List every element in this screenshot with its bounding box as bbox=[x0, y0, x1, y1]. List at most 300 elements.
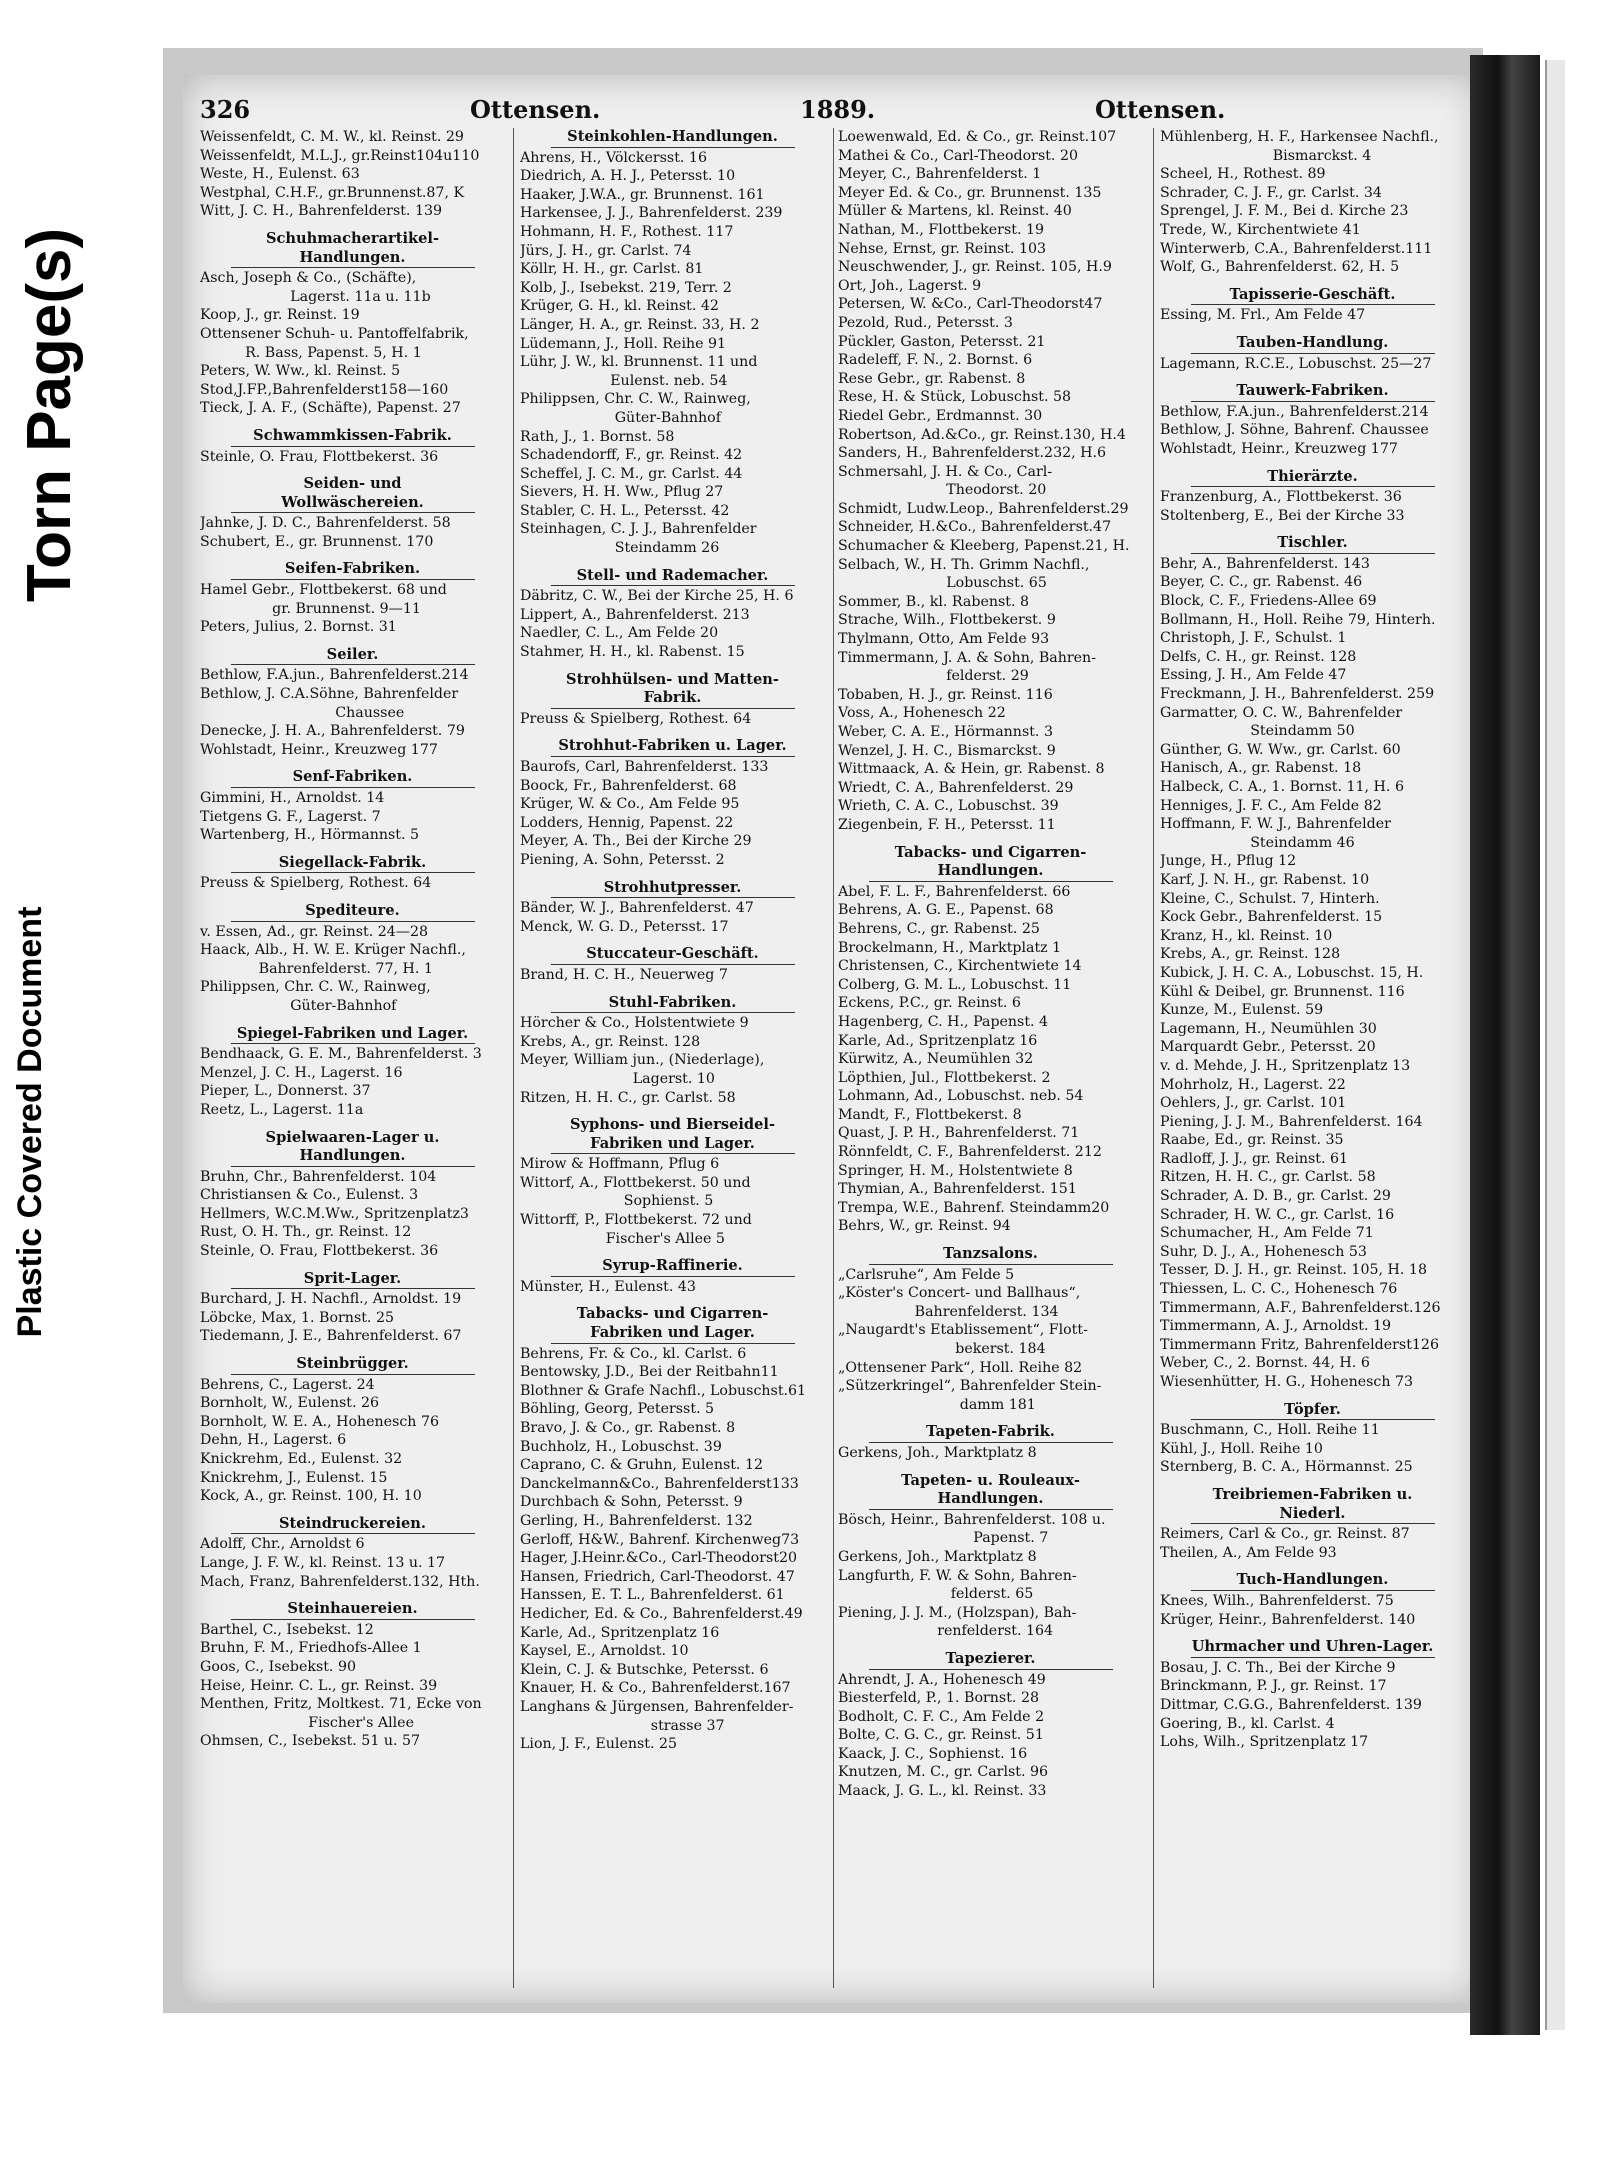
section-heading: Tauwerk-Fabriken. bbox=[1191, 382, 1435, 402]
directory-entry: Buschmann, C., Holl. Reihe 11 bbox=[1160, 1422, 1380, 1439]
directory-entry: Knauer, H. & Co., Bahrenfelderst.167 bbox=[520, 1680, 791, 1697]
directory-entry: Weissenfeldt, M.L.J., gr.Reinst104u110 bbox=[200, 147, 480, 164]
directory-entry: Ritzen, H. H. C., gr. Carlst. 58 bbox=[1160, 1169, 1376, 1186]
directory-entry: Däbritz, C. W., Bei der Kirche 25, H. 6 bbox=[520, 588, 794, 605]
directory-entry: Baurofs, Carl, Bahrenfelderst. 133 bbox=[520, 759, 769, 775]
directory-entry: Naedler, C. L., Am Felde 20 bbox=[520, 625, 719, 642]
directory-entry: Timmermann, J. A. & Sohn, Bahren- felderst. 29 bbox=[838, 649, 1096, 685]
directory-entry: Christensen, C., Kirchentwiete 14 bbox=[838, 958, 1082, 975]
directory-entry: Steinle, O. Frau, Flottbekerst. 36 bbox=[200, 1243, 439, 1260]
directory-entry: Schmersahl, J. H. & Co., Carl- Theodorst. 20 bbox=[838, 463, 1053, 499]
directory-entry: Hansen, Friedrich, Carl-Theodorst. 47 bbox=[520, 1568, 795, 1585]
directory-entry: Meyer, William jun., (Niederlage), Lagerst. 10 bbox=[520, 1052, 765, 1087]
section-heading: Seifen-Fabriken. bbox=[231, 560, 475, 580]
directory-entry: Radloff, J. J., gr. Reinst. 61 bbox=[1160, 1150, 1349, 1167]
directory-entry: Block, C. F., Friedens-Allee 69 bbox=[1160, 593, 1377, 610]
directory-entry: Essing, J. H., Am Felde 47 bbox=[1160, 667, 1347, 684]
directory-entry: Philippsen, Chr. C. W., Rainweg, Güter-Bahnhof bbox=[520, 391, 751, 426]
next-page-edge bbox=[1545, 60, 1565, 2030]
section-heading: Steinkohlen-Handlungen. bbox=[551, 128, 795, 148]
directory-entry: Stod,J.FP.,Bahrenfelderst158—160 bbox=[200, 381, 449, 398]
section-heading: Stell- und Rademacher. bbox=[551, 567, 795, 587]
directory-entry: Wittorf, A., Flottbekerst. 50 und Sophienst. 5 bbox=[520, 1174, 751, 1210]
directory-entry: Bentowsky, J.D., Bei der Reitbahn11 bbox=[520, 1364, 779, 1381]
directory-entry: Piening, J. J. M., Bahrenfelderst. 164 bbox=[1160, 1113, 1423, 1130]
directory-entry: Lippert, A., Bahrenfelderst. 213 bbox=[520, 606, 750, 623]
directory-entry: Eckens, P.C., gr. Reinst. 6 bbox=[838, 995, 1021, 1012]
directory-entry: Selbach, W., H. Th. Grimm Nachfl., Lobuschst. 65 bbox=[838, 556, 1090, 592]
directory-entry: Neuschwender, J., gr. Reinst. 105, H.9 bbox=[838, 259, 1112, 276]
directory-entry: Menzel, J. C. H., Lagerst. 16 bbox=[200, 1064, 403, 1081]
directory-entry: Ottensener Schuh- u. Pantoffelfabrik, R. Bass, Papenst. 5, H. 1 bbox=[200, 325, 469, 361]
directory-entry: Timmermann, A.F., Bahrenfelderst.126 bbox=[1160, 1299, 1441, 1316]
directory-entry: Denecke, J. H. A., Bahrenfelderst. 79 bbox=[200, 723, 465, 740]
directory-entry: Harkensee, J. J., Bahrenfelderst. 239 bbox=[520, 205, 783, 222]
directory-entry: Wartenberg, H., Hörmannst. 5 bbox=[200, 827, 419, 844]
directory-entry: Goos, C., Isebekst. 90 bbox=[200, 1658, 357, 1675]
directory-entry: Krebs, A., gr. Reinst. 128 bbox=[1160, 946, 1341, 963]
directory-entry: Nathan, M., Flottbekerst. 19 bbox=[838, 221, 1045, 238]
directory-entry: Wohlstadt, Heinr., Kreuzweg 177 bbox=[200, 741, 438, 758]
directory-entry: Dittmar, C.G.G., Bahrenfelderst. 139 bbox=[1160, 1696, 1422, 1713]
section-heading: Strohhutpresser. bbox=[551, 879, 795, 899]
directory-entry: Strache, Wilh., Flottbekerst. 9 bbox=[838, 612, 1056, 629]
directory-entry: Knickrehm, J., Eulenst. 15 bbox=[200, 1469, 388, 1486]
section-heading: Syphons- und Bierseidel-Fabriken und Lager. bbox=[551, 1116, 795, 1154]
directory-entry: Adolff, Chr., Arnoldst 6 bbox=[200, 1536, 365, 1553]
directory-entry: Krebs, A., gr. Reinst. 128 bbox=[520, 1033, 701, 1050]
page-number: 326 bbox=[200, 95, 251, 124]
directory-entry: Steinhagen, C. J. J., Bahrenfelder Steindamm 26 bbox=[520, 521, 757, 557]
section-heading: Tuch-Handlungen. bbox=[1191, 1571, 1435, 1591]
directory-entry: Loewenwald, Ed. & Co., gr. Reinst.107 bbox=[838, 129, 1117, 145]
directory-entry: Rese Gebr., gr. Rabenst. 8 bbox=[838, 370, 1026, 387]
directory-entry: Kock Gebr., Bahrenfelderst. 15 bbox=[1160, 909, 1383, 926]
directory-entry: Mirow & Hoffmann, Pflug 6 bbox=[520, 1156, 720, 1173]
directory-entry: Gerkens, Joh., Marktplatz 8 bbox=[838, 1548, 1037, 1565]
directory-entry: Wittorff, P., Flottbekerst. 72 und Fischer's Allee 5 bbox=[520, 1212, 752, 1247]
directory-entry: Witt, J. C. H., Bahrenfelderst. 139 bbox=[200, 203, 443, 220]
directory-entry: Münster, H., Eulenst. 43 bbox=[520, 1278, 696, 1295]
directory-entry: Theilen, A., Am Felde 93 bbox=[1160, 1544, 1337, 1561]
directory-entry: Bänder, W. J., Bahrenfelderst. 47 bbox=[520, 900, 754, 917]
section-heading: Treibriemen-Fabriken u. Niederl. bbox=[1191, 1486, 1435, 1524]
directory-entry: Hagenberg, C. H., Papenst. 4 bbox=[838, 1013, 1049, 1030]
directory-entry: Rönnfeldt, C. F., Bahrenfelderst. 212 bbox=[838, 1144, 1102, 1161]
directory-entry: Sprengel, J. F. M., Bei d. Kirche 23 bbox=[1160, 203, 1409, 220]
directory-entry: Pieper, L., Donnerst. 37 bbox=[200, 1083, 371, 1100]
directory-entry: Christiansen & Co., Eulenst. 3 bbox=[200, 1187, 419, 1204]
directory-entry: Behrs, W., gr. Reinst. 94 bbox=[838, 1218, 1011, 1235]
directory-entry: Meyer Ed. & Co., gr. Brunnenst. 135 bbox=[838, 184, 1102, 201]
directory-entry: Wohlstadt, Heinr., Kreuzweg 177 bbox=[1160, 440, 1398, 457]
directory-entry: Gerloff, H&W., Bahrenf. Kirchenweg73 bbox=[520, 1531, 800, 1548]
directory-entry: Bethlow, J. C.A.Söhne, Bahrenfelder Chaussee bbox=[200, 686, 459, 721]
directory-entry: Springer, H. M., Holstentwiete 8 bbox=[838, 1162, 1073, 1179]
directory-entry: Colberg, G. M. L., Lobuschst. 11 bbox=[838, 976, 1072, 993]
directory-entry: Sommer, B., kl. Rabenst. 8 bbox=[838, 593, 1030, 610]
directory-entry: Lohmann, Ad., Lobuschst. neb. 54 bbox=[838, 1088, 1084, 1105]
directory-entry: Karf, J. N. H., gr. Rabenst. 10 bbox=[1160, 871, 1370, 888]
directory-entry: Danckelmann&Co., Bahrenfelderst133 bbox=[520, 1475, 799, 1492]
directory-entry: Piening, J. J. M., (Holzspan), Bah- renfelderst. 164 bbox=[838, 1604, 1077, 1640]
directory-entry: Barthel, C., Isebekst. 12 bbox=[200, 1621, 374, 1638]
book-binding bbox=[1470, 55, 1540, 2035]
directory-entry: Karle, Ad., Spritzenplatz 16 bbox=[520, 1624, 720, 1641]
directory-entry: Trede, W., Kirchentwiete 41 bbox=[1160, 221, 1361, 238]
directory-entry: Hedicher, Ed. & Co., Bahrenfelderst.49 bbox=[520, 1605, 803, 1622]
directory-entry: Mühlenberg, H. F., Harkensee Nachfl., Bismarckst. 4 bbox=[1160, 129, 1439, 164]
directory-entry: Bruhn, F. M., Friedhofs-Allee 1 bbox=[200, 1640, 422, 1657]
directory-entry: Stabler, C. H. L., Petersst. 42 bbox=[520, 502, 730, 519]
directory-entry: Bendhaack, G. E. M., Bahrenfelderst. 3 bbox=[200, 1046, 482, 1063]
directory-entry: Halbeck, C. A., 1. Bornst. 11, H. 6 bbox=[1160, 779, 1404, 795]
directory-entry: Raabe, Ed., gr. Reinst. 35 bbox=[1160, 1132, 1344, 1149]
directory-entry: Bollmann, H., Holl. Reihe 79, Hinterh. bbox=[1160, 611, 1436, 628]
directory-entry: „Sützerkringel“, Bahrenfelder Stein- damm 181 bbox=[838, 1378, 1102, 1413]
directory-entry: Abel, F. L. F., Bahrenfelderst. 66 bbox=[838, 883, 1071, 900]
directory-entry: Bethlow, J. Söhne, Bahrenf. Chaussee bbox=[1160, 422, 1429, 439]
directory-entry: Heise, Heinr. C. L., gr. Reinst. 39 bbox=[200, 1677, 438, 1694]
directory-entry: Krüger, W. & Co., Am Felde 95 bbox=[520, 796, 740, 813]
directory-entry: Koop, J., gr. Reinst. 19 bbox=[200, 307, 360, 324]
directory-entry: Hanssen, E. T. L., Bahrenfelderst. 61 bbox=[520, 1587, 785, 1604]
directory-entry: Wenzel, J. H. C., Bismarckst. 9 bbox=[838, 742, 1056, 759]
directory-entry: Peters, Julius, 2. Bornst. 31 bbox=[200, 619, 397, 636]
directory-entry: Bodholt, C. F. C., Am Felde 2 bbox=[838, 1708, 1045, 1725]
directory-entry: Knickrehm, Ed., Eulenst. 32 bbox=[200, 1451, 403, 1467]
column-rule bbox=[833, 128, 834, 1988]
section-heading: Strohhut-Fabriken u. Lager. bbox=[551, 737, 795, 757]
directory-entry: Langfurth, F. W. & Sohn, Bahren- felderst. 65 bbox=[838, 1567, 1077, 1603]
directory-entry: Behrens, Fr. & Co., kl. Carlst. 6 bbox=[520, 1345, 747, 1362]
directory-entry: Durchbach & Sohn, Petersst. 9 bbox=[520, 1494, 743, 1511]
directory-entry: Mandt, F., Flottbekerst. 8 bbox=[838, 1106, 1022, 1123]
directory-entry: Weber, C. A. E., Hörmannst. 3 bbox=[838, 724, 1053, 740]
directory-entry: Länger, H. A., gr. Reinst. 33, H. 2 bbox=[520, 316, 760, 333]
section-heading: Seiden- und Wollwäschereien. bbox=[231, 475, 475, 513]
directory-entry: Robertson, Ad.&Co., gr. Reinst.130, H.4 bbox=[838, 426, 1126, 443]
directory-entry: Langhans & Jürgensen, Bahrenfelder- strasse 37 bbox=[520, 1698, 794, 1734]
directory-entry: Voss, A., Hohenesch 22 bbox=[838, 705, 1006, 722]
directory-entry: Haaker, J.W.A., gr. Brunnenst. 161 bbox=[520, 186, 765, 203]
directory-entry: Pückler, Gaston, Petersst. 21 bbox=[838, 333, 1046, 350]
directory-entry: Krüger, G. H., kl. Reinst. 42 bbox=[520, 298, 719, 315]
directory-entry: Knees, Wilh., Bahrenfelderst. 75 bbox=[1160, 1592, 1394, 1609]
directory-entry: Schrader, C. J. F., gr. Carlst. 34 bbox=[1160, 184, 1382, 201]
directory-entry: Suhr, D. J., A., Hohenesch 53 bbox=[1160, 1243, 1367, 1260]
section-heading: Schwammkissen-Fabrik. bbox=[231, 427, 475, 447]
directory-entry: Menthen, Fritz, Moltkest. 71, Ecke von Fischer's Allee bbox=[200, 1696, 482, 1731]
directory-entry: „Naugardt's Etablissement“, Flott- bekerst. 184 bbox=[838, 1322, 1088, 1357]
section-heading: Tapeten- u. Rouleaux-Handlungen. bbox=[869, 1472, 1113, 1510]
directory-entry: Buchholz, H., Lobuschst. 39 bbox=[520, 1438, 722, 1455]
directory-entry: Biesterfeld, P., 1. Bornst. 28 bbox=[838, 1690, 1039, 1707]
directory-entry: Wrieth, C. A. C., Lobuschst. 39 bbox=[838, 798, 1059, 815]
directory-entry: Steinle, O. Frau, Flottbekerst. 36 bbox=[200, 448, 439, 465]
header-left-town: Ottensen. bbox=[470, 95, 601, 124]
column-1 bbox=[200, 128, 505, 1988]
directory-entry: Asch, Joseph & Co., (Schäfte), Lagerst. 11a u. 11b bbox=[200, 270, 431, 305]
section-heading: Thierärzte. bbox=[1191, 468, 1435, 488]
directory-entry: Marquardt Gebr., Petersst. 20 bbox=[1160, 1039, 1376, 1056]
directory-entry: Weber, C., 2. Bornst. 44, H. 6 bbox=[1160, 1355, 1370, 1372]
directory-entry: Piening, A. Sohn, Petersst. 2 bbox=[520, 851, 725, 868]
column-4 bbox=[1160, 128, 1465, 1988]
directory-entry: Lagemann, H., Neumühlen 30 bbox=[1160, 1020, 1377, 1037]
section-heading: Syrup-Raffinerie. bbox=[551, 1257, 795, 1277]
directory-entry: Pezold, Rud., Petersst. 3 bbox=[838, 314, 1013, 331]
directory-entry: Gerkens, Joh., Marktplatz 8 bbox=[838, 1444, 1037, 1461]
directory-entry: Ohmsen, C., Isebekst. 51 u. 57 bbox=[200, 1733, 421, 1750]
directory-entry: Oehlers, J., gr. Carlst. 101 bbox=[1160, 1095, 1347, 1112]
directory-entry: Meyer, A. Th., Bei der Kirche 29 bbox=[520, 833, 752, 850]
directory-entry: Wiesenhütter, H. G., Hohenesch 73 bbox=[1160, 1374, 1414, 1390]
directory-entry: Tobaben, H. J., gr. Reinst. 116 bbox=[838, 686, 1053, 703]
directory-entry: Schrader, H. W. C., gr. Carlst. 16 bbox=[1160, 1206, 1395, 1223]
directory-entry: v. Essen, Ad., gr. Reinst. 24—28 bbox=[200, 923, 429, 940]
section-heading: Spediteure. bbox=[231, 902, 475, 922]
directory-entry: Radeleff, F. N., 2. Bornst. 6 bbox=[838, 352, 1033, 369]
directory-entry: Bornholt, W., Eulenst. 26 bbox=[200, 1395, 380, 1412]
directory-entry: Ziegenbein, F. H., Petersst. 11 bbox=[838, 816, 1056, 833]
directory-entry: Brockelmann, H., Marktplatz 1 bbox=[838, 939, 1062, 956]
directory-entry: Tiedemann, J. E., Bahrenfelderst. 67 bbox=[200, 1328, 462, 1345]
directory-entry: Wittmaack, A. & Hein, gr. Rabenst. 8 bbox=[838, 761, 1105, 778]
section-heading: Steinhauereien. bbox=[231, 1600, 475, 1620]
directory-entry: Klein, C. J. & Butschke, Petersst. 6 bbox=[520, 1661, 769, 1678]
directory-entry: Tieck, J. A. F., (Schäfte), Papenst. 27 bbox=[200, 400, 461, 417]
directory-entry: Ort, Joh., Lagerst. 9 bbox=[838, 277, 982, 294]
section-heading: Tapezierer. bbox=[869, 1650, 1113, 1670]
column-2 bbox=[520, 128, 825, 1988]
section-heading: Steindruckereien. bbox=[231, 1515, 475, 1535]
directory-entry: Müller & Martens, kl. Reinst. 40 bbox=[838, 203, 1072, 220]
directory-entry: Stoltenberg, E., Bei der Kirche 33 bbox=[1160, 507, 1405, 524]
directory-entry: Sievers, H. H. Ww., Pflug 27 bbox=[520, 484, 724, 501]
directory-entry: Lüdemann, J., Holl. Reihe 91 bbox=[520, 335, 727, 352]
directory-entry: Jürs, J. H., gr. Carlst. 74 bbox=[520, 242, 692, 259]
directory-entry: Schubert, E., gr. Brunnenst. 170 bbox=[200, 533, 434, 550]
directory-entry: Lühr, J. W., kl. Brunnenst. 11 und Eulenst. neb. 54 bbox=[520, 354, 758, 389]
directory-entry: Kürwitz, A., Neumühlen 32 bbox=[838, 1051, 1034, 1068]
section-heading: Tanzsalons. bbox=[869, 1245, 1113, 1265]
directory-entry: Bornholt, W. E. A., Hohenesch 76 bbox=[200, 1413, 440, 1430]
directory-entry: Bethlow, F.A.jun., Bahrenfelderst.214 bbox=[200, 667, 469, 684]
directory-entry: Weissenfeldt, C. M. W., kl. Reinst. 29 bbox=[200, 129, 464, 145]
section-heading: Strohhülsen- und Matten-Fabrik. bbox=[551, 671, 795, 709]
directory-entry: Reetz, L., Lagerst. 11a bbox=[200, 1101, 364, 1118]
directory-entry: Hamel Gebr., Flottbekerst. 68 und gr. Brunnenst. 9—11 bbox=[200, 582, 447, 617]
directory-entry: Christoph, J. F., Schulst. 1 bbox=[1160, 630, 1347, 647]
directory-entry: „Ottensener Park“, Holl. Reihe 82 bbox=[838, 1359, 1083, 1376]
column-3 bbox=[838, 128, 1143, 1988]
header-right-town: Ottensen. bbox=[1095, 95, 1226, 124]
section-heading: Stuccateur-Geschäft. bbox=[551, 945, 795, 965]
section-heading: Uhrmacher und Uhren-Lager. bbox=[1191, 1638, 1435, 1658]
directory-entry: Tietgens G. F., Lagerst. 7 bbox=[200, 808, 381, 825]
directory-entry: Nehse, Ernst, gr. Reinst. 103 bbox=[838, 240, 1047, 257]
directory-entry: Kaack, J. C., Sophienst. 16 bbox=[838, 1745, 1028, 1762]
directory-entry: Behr, A., Bahrenfelderst. 143 bbox=[1160, 555, 1370, 572]
directory-entry: Petersen, W. &Co., Carl-Theodorst47 bbox=[838, 296, 1103, 313]
directory-entry: Thymian, A., Bahrenfelderst. 151 bbox=[838, 1181, 1077, 1198]
directory-entry: Weste, H., Eulenst. 63 bbox=[200, 166, 360, 183]
directory-entry: Karle, Ad., Spritzenplatz 16 bbox=[838, 1032, 1038, 1049]
column-rule bbox=[513, 128, 514, 1988]
directory-entry: Kühl, J., Holl. Reihe 10 bbox=[1160, 1440, 1323, 1457]
directory-entry: Timmermann Fritz, Bahrenfelderst126 bbox=[1160, 1336, 1439, 1353]
directory-entry: Kaysel, E., Arnoldst. 10 bbox=[520, 1643, 689, 1660]
directory-entry: Hoffmann, F. W. J., Bahrenfelder Steindamm 46 bbox=[1160, 816, 1391, 851]
directory-entry: Hörcher & Co., Holstentwiete 9 bbox=[520, 1015, 749, 1032]
directory-entry: Wolf, G., Bahrenfelderst. 62, H. 5 bbox=[1160, 259, 1400, 276]
directory-entry: Scheel, H., Rothest. 89 bbox=[1160, 166, 1326, 183]
directory-entry: Ahrendt, J. A., Hohenesch 49 bbox=[838, 1671, 1046, 1688]
directory-entry: Bruhn, Chr., Bahrenfelderst. 104 bbox=[200, 1168, 437, 1185]
directory-entry: Hohmann, H. F., Rothest. 117 bbox=[520, 223, 734, 240]
directory-entry: Essing, M. Frl., Am Felde 47 bbox=[1160, 307, 1366, 324]
column-rule bbox=[1153, 128, 1154, 1988]
section-heading: Stuhl-Fabriken. bbox=[551, 994, 795, 1014]
directory-entry: Rath, J., 1. Bornst. 58 bbox=[520, 428, 675, 445]
directory-entry: Blothner & Grafe Nachfl., Lobuschst.61 bbox=[520, 1382, 807, 1399]
directory-entry: Kleine, C., Schulst. 7, Hinterh. bbox=[1160, 890, 1380, 907]
section-heading: Tauben-Handlung. bbox=[1191, 334, 1435, 354]
directory-entry: Henniges, J. F. C., Am Felde 82 bbox=[1160, 797, 1382, 814]
directory-entry: Behrens, A. G. E., Papenst. 68 bbox=[838, 902, 1054, 919]
section-heading: Spielwaaren-Lager u. Handlungen. bbox=[231, 1129, 475, 1167]
directory-entry: Lohs, Wilh., Spritzenplatz 17 bbox=[1160, 1734, 1369, 1751]
directory-entry: Lange, J. F. W., kl. Reinst. 13 u. 17 bbox=[200, 1554, 446, 1571]
directory-entry: Rust, O. H. Th., gr. Reinst. 12 bbox=[200, 1224, 412, 1241]
directory-entry: Scheffel, J. C. M., gr. Carlst. 44 bbox=[520, 465, 743, 482]
directory-entry: Maack, J. G. L., kl. Reinst. 33 bbox=[838, 1783, 1047, 1800]
directory-entry: Riedel Gebr., Erdmannst. 30 bbox=[838, 407, 1043, 424]
directory-entry: Schneider, H.&Co., Bahrenfelderst.47 bbox=[838, 519, 1112, 536]
directory-entry: v. d. Mehde, J. H., Spritzenplatz 13 bbox=[1160, 1057, 1411, 1074]
directory-entry: Preuss & Spielberg, Rothest. 64 bbox=[200, 875, 432, 892]
directory-entry: Rese, H. & Stück, Lobuschst. 58 bbox=[838, 389, 1072, 406]
directory-entry: Franzenburg, A., Flottbekerst. 36 bbox=[1160, 489, 1402, 506]
directory-entry: Gerling, H., Bahrenfelderst. 132 bbox=[520, 1512, 753, 1529]
directory-entry: Thylmann, Otto, Am Felde 93 bbox=[838, 631, 1050, 648]
directory-entry: Löbcke, Max, 1. Bornst. 25 bbox=[200, 1309, 394, 1326]
directory-entry: Sternberg, B. C. A., Hörmannst. 25 bbox=[1160, 1459, 1413, 1476]
directory-entry: Bethlow, F.A.jun., Bahrenfelderst.214 bbox=[1160, 403, 1429, 420]
directory-entry: Tesser, D. J. H., gr. Reinst. 105, H. 18 bbox=[1160, 1262, 1427, 1279]
directory-entry: Köllr, H. H., gr. Carlst. 81 bbox=[520, 261, 704, 278]
directory-entry: Reimers, Carl & Co., gr. Reinst. 87 bbox=[1160, 1526, 1410, 1543]
directory-entry: Peters, W. Ww., kl. Reinst. 5 bbox=[200, 363, 401, 380]
directory-entry: Garmatter, O. C. W., Bahrenfelder Steindamm 50 bbox=[1160, 704, 1403, 740]
directory-entry: Junge, H., Pflug 12 bbox=[1160, 853, 1297, 870]
directory-entry: Bravo, J. & Co., gr. Rabenst. 8 bbox=[520, 1420, 736, 1436]
directory-entry: Günther, G. W. Ww., gr. Carlst. 60 bbox=[1160, 741, 1401, 758]
directory-entry: Lagemann, R.C.E., Lobuschst. 25—27 bbox=[1160, 355, 1432, 372]
directory-entry: Behrens, C., Lagerst. 24 bbox=[200, 1376, 375, 1393]
torn-pages-label: Torn Page(s) bbox=[15, 227, 84, 603]
directory-entry: Kubick, J. H. C. A., Lobuschst. 15, H. bbox=[1160, 964, 1424, 981]
directory-entry: Schumacher & Kleeberg, Papenst.21, H. bbox=[838, 538, 1130, 555]
directory-entry: Kühl & Deibel, gr. Brunnenst. 116 bbox=[1160, 983, 1405, 1000]
directory-entry: Stahmer, H. H., kl. Rabenst. 15 bbox=[520, 644, 745, 661]
directory-entry: Bosau, J. C. Th., Bei der Kirche 9 bbox=[1160, 1659, 1396, 1676]
directory-entry: Bösch, Heinr., Bahrenfelderst. 108 u. Papenst. 7 bbox=[838, 1511, 1106, 1547]
directory-entry: Mathei & Co., Carl-Theodorst. 20 bbox=[838, 147, 1079, 164]
directory-entry: Böhling, Georg, Petersst. 5 bbox=[520, 1401, 715, 1418]
directory-entry: Hellmers, W.C.M.Ww., Spritzenplatz3 bbox=[200, 1205, 469, 1222]
directory-entry: Krüger, Heinr., Bahrenfelderst. 140 bbox=[1160, 1611, 1416, 1628]
directory-entry: Freckmann, J. H., Bahrenfelderst. 259 bbox=[1160, 686, 1435, 703]
directory-entry: Timmermann, A. J., Arnoldst. 19 bbox=[1160, 1318, 1392, 1335]
directory-entry: Kranz, H., kl. Reinst. 10 bbox=[1160, 927, 1333, 944]
directory-entry: Jahnke, J. D. C., Bahrenfelderst. 58 bbox=[200, 515, 451, 532]
directory-entry: Schadendorff, F., gr. Reinst. 42 bbox=[520, 447, 743, 464]
directory-entry: Schrader, A. D. B., gr. Carlst. 29 bbox=[1160, 1188, 1391, 1205]
directory-entry: Quast, J. P. H., Bahrenfelderst. 71 bbox=[838, 1125, 1080, 1142]
section-heading: Töpfer. bbox=[1191, 1401, 1435, 1421]
directory-entry: Diedrich, A. H. J., Petersst. 10 bbox=[520, 168, 736, 185]
directory-entry: „Köster's Concert- und Ballhaus“, Bahrenfelderst. 134 bbox=[838, 1285, 1081, 1320]
section-heading: Tapisserie-Geschäft. bbox=[1191, 286, 1435, 306]
directory-entry: Burchard, J. H. Nachfl., Arnoldst. 19 bbox=[200, 1291, 462, 1308]
section-heading: Senf-Fabriken. bbox=[231, 768, 475, 788]
plastic-covered-label: Plastic Covered Document bbox=[11, 906, 49, 1338]
section-heading: Tabacks- und Cigarren-Handlungen. bbox=[869, 844, 1113, 882]
section-heading: Tabacks- und Cigarren-Fabriken und Lager. bbox=[551, 1305, 795, 1343]
directory-entry: „Carlsruhe“, Am Felde 5 bbox=[838, 1266, 1015, 1283]
directory-entry: Hager, J.Heinr.&Co., Carl-Theodorst20 bbox=[520, 1550, 798, 1567]
directory-entry: Lion, J. F., Eulenst. 25 bbox=[520, 1736, 678, 1753]
directory-entry: Haack, Alb., H. W. E. Krüger Nachfl., Bahrenfelderst. 77, H. 1 bbox=[200, 942, 466, 977]
directory-entry: Caprano, C. & Gruhn, Eulenst. 12 bbox=[520, 1457, 764, 1474]
directory-entry: Brinckmann, P. J., gr. Reinst. 17 bbox=[1160, 1678, 1387, 1695]
directory-entry: Winterwerb, C.A., Bahrenfelderst.111 bbox=[1160, 240, 1433, 257]
directory-entry: Beyer, C. C., gr. Rabenst. 46 bbox=[1160, 574, 1363, 591]
directory-entry: Hanisch, A., gr. Rabenst. 18 bbox=[1160, 760, 1362, 777]
directory-entry: Knutzen, M. C., gr. Carlst. 96 bbox=[838, 1764, 1049, 1781]
directory-entry: Bolte, C. G. C., gr. Reinst. 51 bbox=[838, 1727, 1044, 1744]
directory-entry: Schumacher, H., Am Felde 71 bbox=[1160, 1225, 1374, 1242]
directory-entry: Menck, W. G. D., Petersst. 17 bbox=[520, 918, 729, 935]
directory-entry: Delfs, C. H., gr. Reinst. 128 bbox=[1160, 648, 1357, 665]
directory-entry: Mach, Franz, Bahrenfelderst.132, Hth. bbox=[200, 1573, 480, 1590]
directory-entry: Sanders, H., Bahrenfelderst.232, H.6 bbox=[838, 445, 1107, 462]
section-heading: Steinbrügger. bbox=[231, 1355, 475, 1375]
directory-entry: Ritzen, H. H. C., gr. Carlst. 58 bbox=[520, 1089, 736, 1106]
section-heading: Seiler. bbox=[231, 646, 475, 666]
directory-entry: Thiessen, L. C. C., Hohenesch 76 bbox=[1160, 1281, 1398, 1298]
section-heading: Tischler. bbox=[1191, 534, 1435, 554]
section-heading: Sprit-Lager. bbox=[231, 1270, 475, 1290]
directory-entry: Kunze, M., Eulenst. 59 bbox=[1160, 1002, 1324, 1019]
directory-entry: Westphal, C.H.F., gr.Brunnenst.87, K bbox=[200, 184, 465, 201]
directory-entry: Goering, B., kl. Carlst. 4 bbox=[1160, 1715, 1335, 1732]
directory-entry: Ahrens, H., Völckersst. 16 bbox=[520, 149, 707, 166]
section-heading: Spiegel-Fabriken und Lager. bbox=[231, 1025, 475, 1045]
directory-entry: Behrens, C., gr. Rabenst. 25 bbox=[838, 920, 1040, 937]
directory-entry: Kock, A., gr. Reinst. 100, H. 10 bbox=[200, 1488, 422, 1505]
directory-entry: Schmidt, Ludw.Leop., Bahrenfelderst.29 bbox=[838, 500, 1129, 517]
page-header bbox=[200, 95, 1460, 129]
directory-entry: Preuss & Spielberg, Rothest. 64 bbox=[520, 710, 752, 727]
directory-entry: Meyer, C., Bahrenfelderst. 1 bbox=[838, 166, 1042, 183]
directory-entry: Boock, Fr., Bahrenfelderst. 68 bbox=[520, 777, 737, 794]
directory-entry: Philippsen, Chr. C. W., Rainweg, Güter-Bahnhof bbox=[200, 979, 431, 1014]
directory-entry: Löpthien, Jul., Flottbekerst. 2 bbox=[838, 1069, 1051, 1086]
header-year: 1889. bbox=[800, 95, 876, 124]
